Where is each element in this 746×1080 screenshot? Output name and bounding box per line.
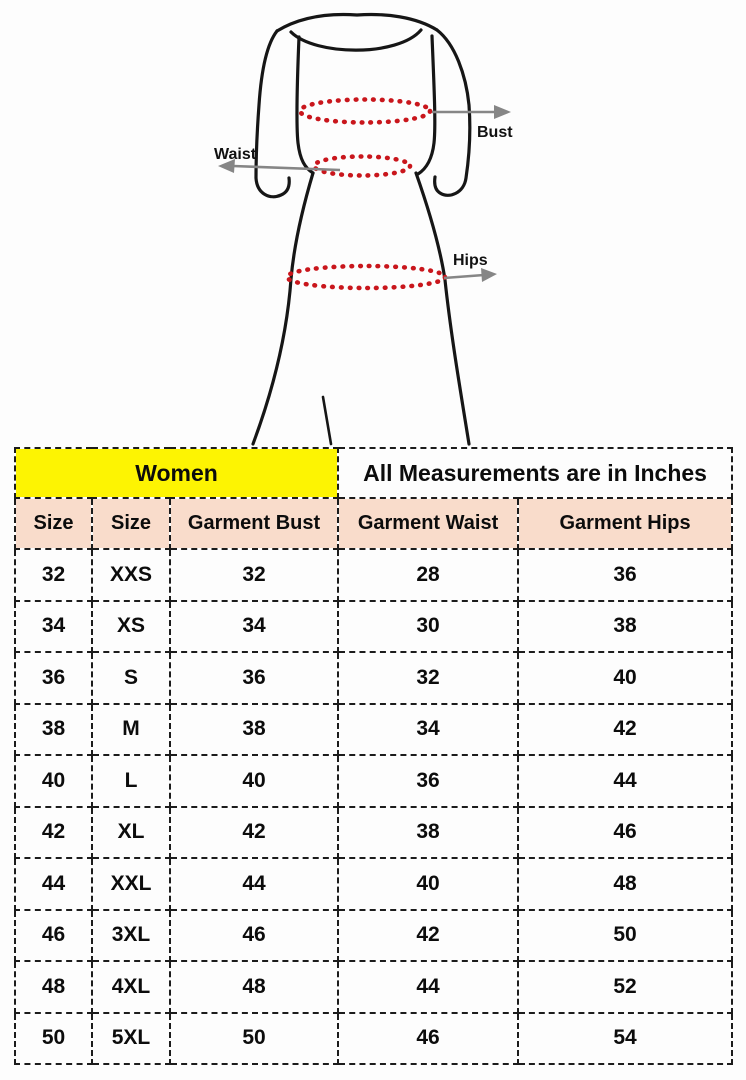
size-letter-cell: 3XL <box>92 910 170 962</box>
bust-arrow <box>432 105 511 119</box>
garment-waist-cell: 28 <box>338 549 518 601</box>
column-header-garment-bust: Garment Bust <box>170 498 338 549</box>
garment-hips-cell: 38 <box>518 601 732 653</box>
garment-hips-cell: 40 <box>518 652 732 704</box>
column-header-size-letter: Size <box>92 498 170 549</box>
women-group-header: Women <box>15 448 338 498</box>
garment-bust-cell: 48 <box>170 961 338 1013</box>
garment-hips-cell: 44 <box>518 755 732 807</box>
column-header-garment-hips: Garment Hips <box>518 498 732 549</box>
size-letter-cell: 5XL <box>92 1013 170 1065</box>
garment-waist-cell: 44 <box>338 961 518 1013</box>
size-letter-cell: 4XL <box>92 961 170 1013</box>
size-numeric-cell: 42 <box>15 807 92 859</box>
garment-bust-cell: 36 <box>170 652 338 704</box>
table-row-4xl <box>15 961 732 1013</box>
table-column-header-row <box>15 498 732 549</box>
bust-measure-ellipse <box>300 100 430 123</box>
column-header-garment-waist: Garment Waist <box>338 498 518 549</box>
garment-waist-cell: 34 <box>338 704 518 756</box>
bust-label: Bust <box>477 124 513 141</box>
garment-bust-cell: 38 <box>170 704 338 756</box>
table-row-xs <box>15 601 732 653</box>
size-letter-cell: XL <box>92 807 170 859</box>
size-letter-cell: S <box>92 652 170 704</box>
size-chart-table <box>14 447 733 1065</box>
size-numeric-cell: 38 <box>15 704 92 756</box>
garment-waist-cell: 42 <box>338 910 518 962</box>
size-numeric-cell: 34 <box>15 601 92 653</box>
garment-hips-cell: 52 <box>518 961 732 1013</box>
table-row-m <box>15 704 732 756</box>
size-numeric-cell: 46 <box>15 910 92 962</box>
skirt-slit-line <box>323 397 331 444</box>
garment-hips-cell: 46 <box>518 807 732 859</box>
table-row-xxs <box>15 549 732 601</box>
hips-measure-ellipse <box>287 266 445 288</box>
garment-bust-cell: 34 <box>170 601 338 653</box>
garment-bust-cell: 32 <box>170 549 338 601</box>
garment-hips-cell: 42 <box>518 704 732 756</box>
table-row-l <box>15 755 732 807</box>
size-numeric-cell: 32 <box>15 549 92 601</box>
size-numeric-cell: 40 <box>15 755 92 807</box>
waist-measure-ellipse <box>314 157 410 176</box>
size-letter-cell: XS <box>92 601 170 653</box>
table-row-3xl <box>15 910 732 962</box>
left-sleeve-outer <box>256 31 289 197</box>
size-letter-cell: L <box>92 755 170 807</box>
size-letter-cell: XXL <box>92 858 170 910</box>
garment-bust-cell: 40 <box>170 755 338 807</box>
table-row-s <box>15 652 732 704</box>
column-header-size-numeric: Size <box>15 498 92 549</box>
garment-waist-cell: 36 <box>338 755 518 807</box>
dress-outline <box>253 15 470 444</box>
size-numeric-cell: 50 <box>15 1013 92 1065</box>
dress-neckline <box>291 30 421 50</box>
garment-hips-cell: 48 <box>518 858 732 910</box>
garment-bust-cell: 46 <box>170 910 338 962</box>
measurements-note: All Measurements are in Inches <box>338 448 732 498</box>
garment-waist-cell: 38 <box>338 807 518 859</box>
hips-label: Hips <box>453 252 488 269</box>
garment-waist-cell: 32 <box>338 652 518 704</box>
garment-waist-cell: 30 <box>338 601 518 653</box>
size-numeric-cell: 44 <box>15 858 92 910</box>
hips-arrow <box>444 268 497 282</box>
garment-hips-cell: 36 <box>518 549 732 601</box>
skirt-right-edge <box>416 173 469 444</box>
skirt-left-edge <box>253 173 313 444</box>
table-row-xxl <box>15 858 732 910</box>
garment-hips-cell: 50 <box>518 910 732 962</box>
size-numeric-cell: 36 <box>15 652 92 704</box>
size-letter-cell: M <box>92 704 170 756</box>
table-group-header-row <box>15 448 732 498</box>
size-letter-cell: XXS <box>92 549 170 601</box>
dress-measurement-diagram <box>0 0 746 447</box>
garment-bust-cell: 50 <box>170 1013 338 1065</box>
dress-top-edge <box>277 15 437 31</box>
garment-waist-cell: 46 <box>338 1013 518 1065</box>
garment-waist-cell: 40 <box>338 858 518 910</box>
table-row-5xl <box>15 1013 732 1065</box>
size-numeric-cell: 48 <box>15 961 92 1013</box>
waist-label: Waist <box>214 146 257 163</box>
garment-bust-cell: 42 <box>170 807 338 859</box>
table-row-xl <box>15 807 732 859</box>
garment-hips-cell: 54 <box>518 1013 732 1065</box>
garment-bust-cell: 44 <box>170 858 338 910</box>
